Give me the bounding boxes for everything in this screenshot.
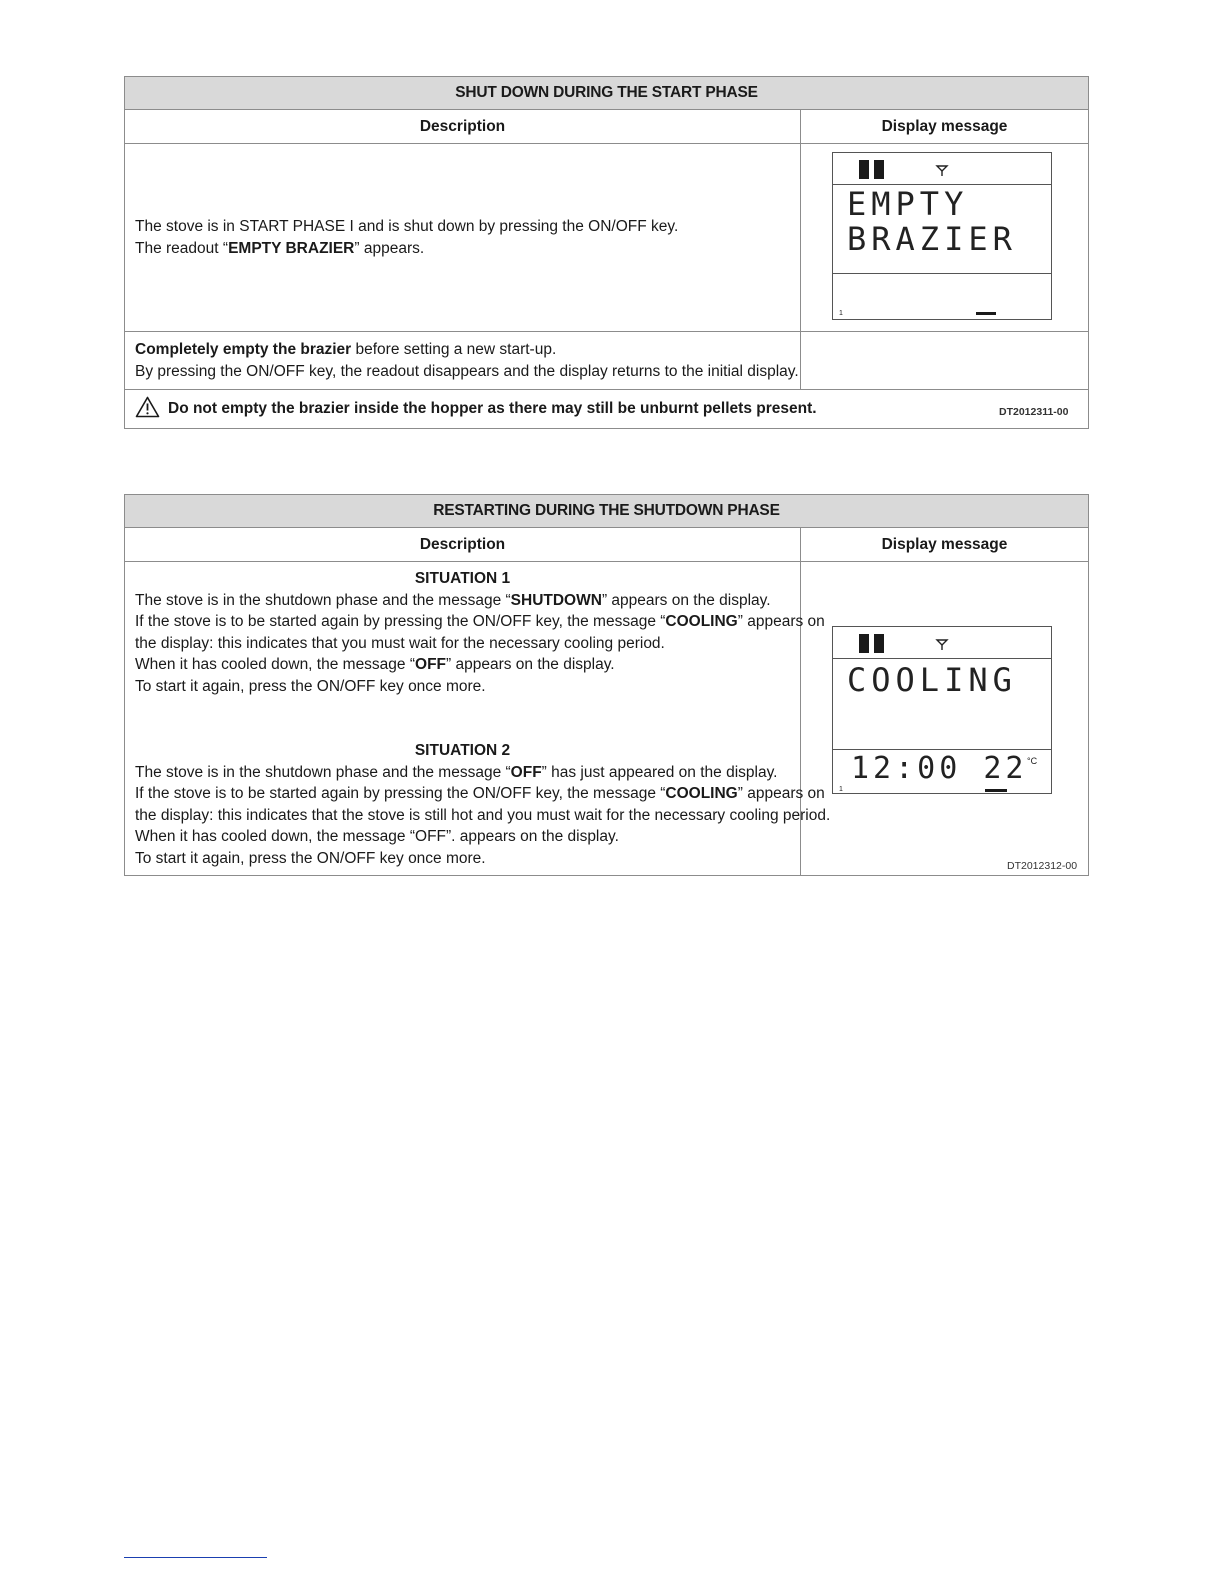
description-line: To start it again, press the ON/OFF key once more. [135, 677, 486, 695]
description-line: To start it again, press the ON/OFF key once more. [135, 849, 486, 867]
situation-heading: SITUATION 2 [414, 742, 511, 759]
document-code: DT2012312-00 [1007, 860, 1078, 872]
lcd-bottom-area [833, 273, 1051, 319]
display-cell-empty [801, 332, 1089, 390]
situation-heading: SITUATION 1 [414, 570, 511, 587]
lcd-display-cooling [832, 626, 1052, 794]
description-line: The stove is in START PHASE I and is shut down by pressing the ON/OFF key. [135, 218, 679, 235]
lcd-index-number: 1 [839, 786, 843, 793]
table-title: SHUT DOWN DURING THE START PHASE [125, 77, 1089, 110]
description-line: The stove is in the shutdown phase and the message “OFF” has just appeared on the display. [135, 763, 778, 781]
warning-text: Do not empty the brazier inside the hopper as there may still be unburnt pellets present. [168, 400, 817, 417]
lcd-index-number: 1 [839, 310, 843, 317]
column-header-description: Description [125, 528, 801, 562]
lcd-text-line: BRAZIER [847, 220, 1017, 258]
spacer [135, 697, 790, 740]
lcd-clock-temperature: 12:00 22 [851, 751, 1028, 786]
description-cell [125, 562, 831, 876]
description-line: The readout “EMPTY BRAZIER” appears. [135, 239, 425, 257]
description-line: When it has cooled down, the message “OFF”. appears on the display. [135, 828, 619, 845]
table-shut-down-start-phase [124, 76, 1089, 429]
signal-bars-icon [859, 634, 889, 658]
display-cell [801, 144, 1089, 332]
column-header-display-message: Display message [801, 528, 1089, 562]
column-header-description: Description [125, 110, 801, 144]
lcd-status-bar [833, 627, 1051, 659]
document-code: DT2012311-00 [999, 406, 1069, 418]
antenna-icon [935, 637, 949, 651]
description-line: If the stove is to be started again by pressing the ON/OFF key, the message “COOLING” appears on [135, 785, 825, 802]
signal-bars-icon [859, 160, 889, 184]
column-header-display-message: Display message [801, 110, 1089, 144]
description-line: By pressing the ON/OFF key, the readout disappears and the display returns to the initial display. [135, 362, 799, 380]
lcd-text-line: COOLING [847, 661, 1017, 699]
description-cell [125, 144, 801, 332]
lcd-dash-icon [985, 789, 1007, 792]
description-line: the display: this indicates that you must wait for the necessary cooling period. [135, 634, 665, 652]
lcd-text-line: EMPTY [847, 185, 969, 223]
description-cell [125, 332, 801, 390]
display-cell [801, 562, 1089, 876]
warning-icon [135, 396, 160, 418]
lcd-status-bar [833, 153, 1051, 185]
warning-row [125, 390, 1089, 429]
lcd-bottom-area [833, 749, 1051, 795]
lcd-display-empty-brazier [832, 152, 1052, 320]
table-title: RESTARTING DURING THE SHUTDOWN PHASE [125, 495, 1089, 528]
description-line: the display: this indicates that the stove is still hot and you must wait for the necessary cooling period. [135, 806, 831, 824]
lcd-unit: °C [1027, 756, 1038, 766]
antenna-icon [935, 163, 949, 177]
description-line: Completely empty the brazier before setting a new start-up. [135, 341, 557, 358]
description-line: When it has cooled down, the message “OFF” appears on the display. [135, 656, 615, 673]
footnote-rule [124, 1557, 267, 1558]
description-line: If the stove is to be started again by pressing the ON/OFF key, the message “COOLING” appears on [135, 613, 825, 630]
table-restarting-shutdown-phase [124, 494, 1089, 876]
lcd-dash-icon [976, 312, 996, 315]
description-line: The stove is in the shutdown phase and the message “SHUTDOWN” appears on the display. [135, 591, 771, 609]
